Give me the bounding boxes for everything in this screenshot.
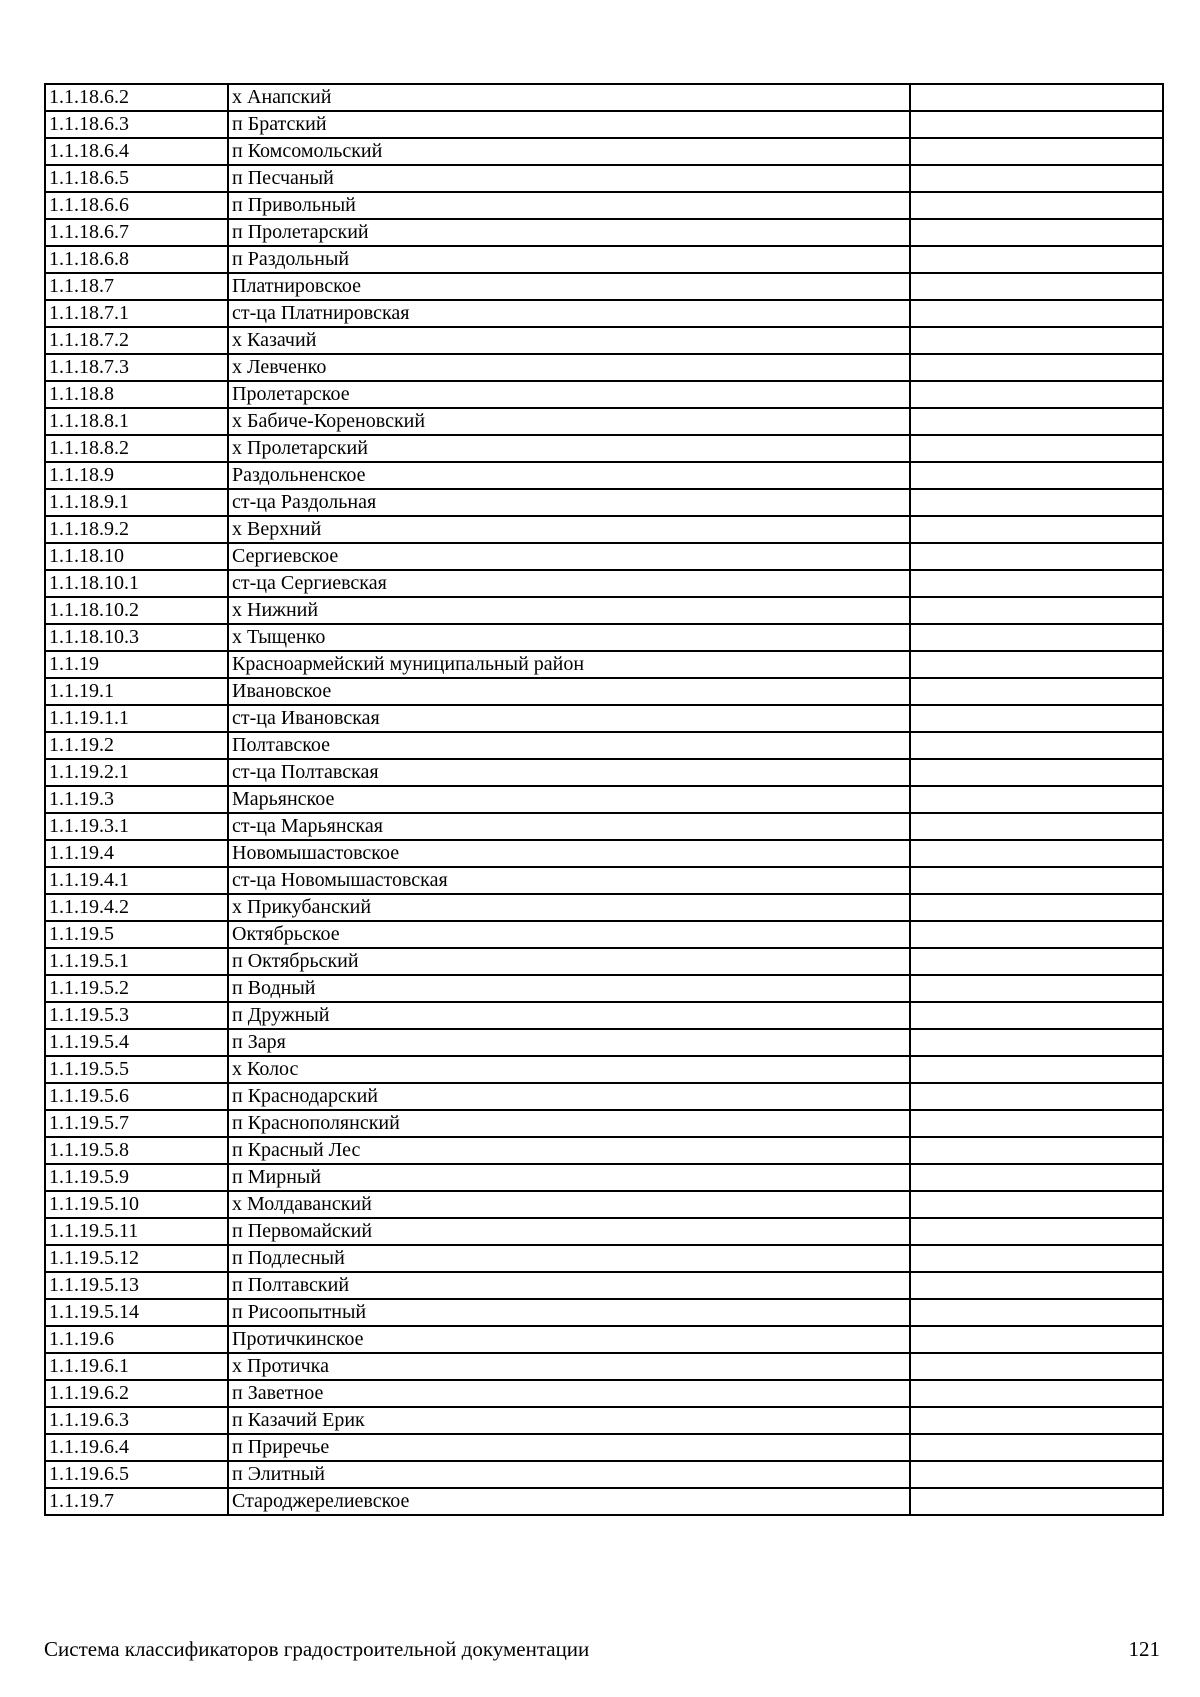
table-row (45, 381, 1163, 408)
code-cell: 1.1.19.5.8 (45, 1137, 228, 1164)
code-cell: 1.1.19.6.1 (45, 1353, 228, 1380)
code-cell: 1.1.19.2 (45, 732, 228, 759)
extra-cell (910, 1029, 1163, 1056)
table-row (45, 1299, 1163, 1326)
extra-cell (910, 300, 1163, 327)
extra-cell (910, 1110, 1163, 1137)
table-row (45, 543, 1163, 570)
classifier-table-body (45, 84, 1163, 1515)
name-cell: Сергиевское (228, 543, 910, 570)
name-cell: п Краснодарский (228, 1083, 910, 1110)
code-cell: 1.1.19.5.2 (45, 975, 228, 1002)
name-cell: п Приречье (228, 1434, 910, 1461)
code-cell: 1.1.18.6.8 (45, 246, 228, 273)
name-cell: х Нижний (228, 597, 910, 624)
code-cell: 1.1.19.1.1 (45, 705, 228, 732)
table-row (45, 867, 1163, 894)
name-cell: п Первомайский (228, 1218, 910, 1245)
table-row (45, 273, 1163, 300)
name-cell: х Протичка (228, 1353, 910, 1380)
extra-cell (910, 1137, 1163, 1164)
page-number: 121 (1128, 1637, 1160, 1661)
table-row (45, 1434, 1163, 1461)
table-row (45, 624, 1163, 651)
table-row (45, 435, 1163, 462)
name-cell: п Дружный (228, 1002, 910, 1029)
name-cell: х Молдаванский (228, 1191, 910, 1218)
table-row (45, 975, 1163, 1002)
name-cell: Марьянское (228, 786, 910, 813)
name-cell: х Прикубанский (228, 894, 910, 921)
code-cell: 1.1.19.5.7 (45, 1110, 228, 1137)
extra-cell (910, 705, 1163, 732)
name-cell: ст-ца Ивановская (228, 705, 910, 732)
code-cell: 1.1.18.10.1 (45, 570, 228, 597)
name-cell: п Элитный (228, 1461, 910, 1488)
name-cell: ст-ца Полтавская (228, 759, 910, 786)
code-cell: 1.1.19.4 (45, 840, 228, 867)
name-cell: п Раздольный (228, 246, 910, 273)
code-cell: 1.1.19.6.2 (45, 1380, 228, 1407)
extra-cell (910, 462, 1163, 489)
name-cell: п Октябрьский (228, 948, 910, 975)
extra-cell (910, 138, 1163, 165)
table-row (45, 948, 1163, 975)
table-row (45, 570, 1163, 597)
name-cell: п Комсомольский (228, 138, 910, 165)
code-cell: 1.1.19.2.1 (45, 759, 228, 786)
code-cell: 1.1.19.6.5 (45, 1461, 228, 1488)
code-cell: 1.1.18.6.5 (45, 165, 228, 192)
table-row (45, 1488, 1163, 1515)
extra-cell (910, 1299, 1163, 1326)
name-cell: п Заветное (228, 1380, 910, 1407)
extra-cell (910, 165, 1163, 192)
name-cell: Платнировское (228, 273, 910, 300)
code-cell: 1.1.19.7 (45, 1488, 228, 1515)
extra-cell (910, 759, 1163, 786)
extra-cell (910, 1380, 1163, 1407)
extra-cell (910, 1083, 1163, 1110)
table-row (45, 1272, 1163, 1299)
extra-cell (910, 1488, 1163, 1515)
code-cell: 1.1.18.6.6 (45, 192, 228, 219)
table-row (45, 1110, 1163, 1137)
name-cell: п Краснополянский (228, 1110, 910, 1137)
extra-cell (910, 1056, 1163, 1083)
code-cell: 1.1.18.9 (45, 462, 228, 489)
table-row (45, 408, 1163, 435)
table-row (45, 489, 1163, 516)
extra-cell (910, 246, 1163, 273)
code-cell: 1.1.19 (45, 651, 228, 678)
name-cell: п Водный (228, 975, 910, 1002)
name-cell: Протичкинское (228, 1326, 910, 1353)
code-cell: 1.1.19.5.5 (45, 1056, 228, 1083)
code-cell: 1.1.19.6.3 (45, 1407, 228, 1434)
table-row (45, 732, 1163, 759)
code-cell: 1.1.19.3.1 (45, 813, 228, 840)
code-cell: 1.1.18.9.2 (45, 516, 228, 543)
name-cell: х Казачий (228, 327, 910, 354)
name-cell: п Полтавский (228, 1272, 910, 1299)
code-cell: 1.1.18.10.2 (45, 597, 228, 624)
table-row (45, 111, 1163, 138)
code-cell: 1.1.19.5.4 (45, 1029, 228, 1056)
table-row (45, 1380, 1163, 1407)
table-row (45, 516, 1163, 543)
classifier-table (44, 83, 1164, 1516)
table-row (45, 705, 1163, 732)
table-row (45, 1137, 1163, 1164)
extra-cell (910, 489, 1163, 516)
table-row (45, 813, 1163, 840)
code-cell: 1.1.18.6.7 (45, 219, 228, 246)
name-cell: п Рисоопытный (228, 1299, 910, 1326)
name-cell: х Пролетарский (228, 435, 910, 462)
footer-title: Система классификаторов градостроительной документации (44, 1637, 590, 1661)
extra-cell (910, 597, 1163, 624)
table-row (45, 1407, 1163, 1434)
table-row (45, 678, 1163, 705)
code-cell: 1.1.19.3 (45, 786, 228, 813)
extra-cell (910, 1245, 1163, 1272)
extra-cell (910, 678, 1163, 705)
code-cell: 1.1.19.4.1 (45, 867, 228, 894)
code-cell: 1.1.19.6 (45, 1326, 228, 1353)
code-cell: 1.1.19.5.1 (45, 948, 228, 975)
code-cell: 1.1.19.5.10 (45, 1191, 228, 1218)
table-row (45, 192, 1163, 219)
extra-cell (910, 1407, 1163, 1434)
extra-cell (910, 1353, 1163, 1380)
table-row (45, 1461, 1163, 1488)
table-row (45, 138, 1163, 165)
name-cell: Октябрьское (228, 921, 910, 948)
extra-cell (910, 570, 1163, 597)
name-cell: х Левченко (228, 354, 910, 381)
extra-cell (910, 516, 1163, 543)
extra-cell (910, 921, 1163, 948)
table-row (45, 300, 1163, 327)
name-cell: п Красный Лес (228, 1137, 910, 1164)
table-row (45, 327, 1163, 354)
code-cell: 1.1.19.5 (45, 921, 228, 948)
code-cell: 1.1.18.10.3 (45, 624, 228, 651)
name-cell: х Бабиче-Кореновский (228, 408, 910, 435)
extra-cell (910, 1434, 1163, 1461)
code-cell: 1.1.18.8 (45, 381, 228, 408)
code-cell: 1.1.19.5.11 (45, 1218, 228, 1245)
table-row (45, 1083, 1163, 1110)
name-cell: Раздольненское (228, 462, 910, 489)
extra-cell (910, 408, 1163, 435)
table-row (45, 246, 1163, 273)
name-cell: ст-ца Платнировская (228, 300, 910, 327)
code-cell: 1.1.18.6.3 (45, 111, 228, 138)
extra-cell (910, 1218, 1163, 1245)
table-row (45, 1002, 1163, 1029)
table-row (45, 1353, 1163, 1380)
extra-cell (910, 435, 1163, 462)
name-cell: х Колос (228, 1056, 910, 1083)
extra-cell (910, 975, 1163, 1002)
extra-cell (910, 273, 1163, 300)
table-row (45, 1029, 1163, 1056)
table-row (45, 759, 1163, 786)
code-cell: 1.1.19.6.4 (45, 1434, 228, 1461)
code-cell: 1.1.18.6.2 (45, 84, 228, 111)
code-cell: 1.1.18.8.1 (45, 408, 228, 435)
extra-cell (910, 1461, 1163, 1488)
extra-cell (910, 84, 1163, 111)
extra-cell (910, 219, 1163, 246)
name-cell: х Анапский (228, 84, 910, 111)
table-row (45, 840, 1163, 867)
extra-cell (910, 732, 1163, 759)
name-cell: Полтавское (228, 732, 910, 759)
extra-cell (910, 813, 1163, 840)
extra-cell (910, 894, 1163, 921)
name-cell: х Тыщенко (228, 624, 910, 651)
extra-cell (910, 111, 1163, 138)
name-cell: п Мирный (228, 1164, 910, 1191)
name-cell: Ивановское (228, 678, 910, 705)
code-cell: 1.1.19.1 (45, 678, 228, 705)
extra-cell (910, 381, 1163, 408)
table-row (45, 1191, 1163, 1218)
code-cell: 1.1.19.5.3 (45, 1002, 228, 1029)
table-row (45, 921, 1163, 948)
name-cell: ст-ца Сергиевская (228, 570, 910, 597)
table-row (45, 786, 1163, 813)
table-row (45, 219, 1163, 246)
name-cell: Красноармейский муниципальный район (228, 651, 910, 678)
table-row (45, 165, 1163, 192)
extra-cell (910, 1272, 1163, 1299)
name-cell: х Верхний (228, 516, 910, 543)
extra-cell (910, 1326, 1163, 1353)
extra-cell (910, 327, 1163, 354)
name-cell: п Песчаный (228, 165, 910, 192)
code-cell: 1.1.18.7.2 (45, 327, 228, 354)
table-row (45, 1326, 1163, 1353)
extra-cell (910, 1164, 1163, 1191)
table-row (45, 597, 1163, 624)
code-cell: 1.1.19.4.2 (45, 894, 228, 921)
extra-cell (910, 1002, 1163, 1029)
name-cell: ст-ца Раздольная (228, 489, 910, 516)
code-cell: 1.1.19.5.6 (45, 1083, 228, 1110)
table-row (45, 1056, 1163, 1083)
name-cell: Пролетарское (228, 381, 910, 408)
extra-cell (910, 651, 1163, 678)
name-cell: п Привольный (228, 192, 910, 219)
name-cell: п Казачий Ерик (228, 1407, 910, 1434)
page-footer (44, 1637, 1160, 1662)
extra-cell (910, 1191, 1163, 1218)
name-cell: ст-ца Марьянская (228, 813, 910, 840)
extra-cell (910, 354, 1163, 381)
code-cell: 1.1.18.7 (45, 273, 228, 300)
table-row (45, 1164, 1163, 1191)
code-cell: 1.1.18.6.4 (45, 138, 228, 165)
code-cell: 1.1.19.5.9 (45, 1164, 228, 1191)
name-cell: Новомышастовское (228, 840, 910, 867)
extra-cell (910, 840, 1163, 867)
name-cell: п Братский (228, 111, 910, 138)
table-row (45, 84, 1163, 111)
name-cell: п Пролетарский (228, 219, 910, 246)
extra-cell (910, 948, 1163, 975)
name-cell: п Подлесный (228, 1245, 910, 1272)
extra-cell (910, 624, 1163, 651)
code-cell: 1.1.18.9.1 (45, 489, 228, 516)
code-cell: 1.1.18.7.1 (45, 300, 228, 327)
table-row (45, 462, 1163, 489)
code-cell: 1.1.19.5.12 (45, 1245, 228, 1272)
code-cell: 1.1.18.8.2 (45, 435, 228, 462)
extra-cell (910, 867, 1163, 894)
extra-cell (910, 786, 1163, 813)
code-cell: 1.1.18.7.3 (45, 354, 228, 381)
name-cell: п Заря (228, 1029, 910, 1056)
table-row (45, 354, 1163, 381)
extra-cell (910, 192, 1163, 219)
code-cell: 1.1.18.10 (45, 543, 228, 570)
table-row (45, 651, 1163, 678)
table-row (45, 894, 1163, 921)
code-cell: 1.1.19.5.13 (45, 1272, 228, 1299)
table-row (45, 1218, 1163, 1245)
table-row (45, 1245, 1163, 1272)
extra-cell (910, 543, 1163, 570)
name-cell: Староджерелиевское (228, 1488, 910, 1515)
code-cell: 1.1.19.5.14 (45, 1299, 228, 1326)
name-cell: ст-ца Новомышастовская (228, 867, 910, 894)
